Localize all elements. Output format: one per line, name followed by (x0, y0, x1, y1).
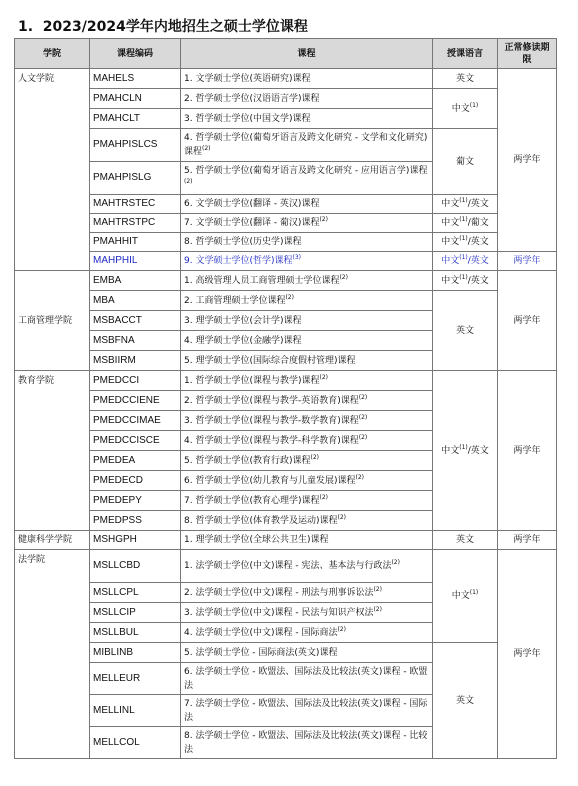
program-course: 3. 哲学硕士学位(中国文学)课程 (181, 109, 433, 129)
program-code: MELLINL (90, 695, 181, 727)
program-code: MELLCOL (90, 727, 181, 759)
program-course: 1. 理学硕士学位(全球公共卫生)课程 (181, 531, 433, 550)
duration-two-years: 两学年 (498, 371, 557, 531)
program-code: PMAHCLT (90, 109, 181, 129)
lang-chinese-english: 中文$^{(1)}$/英文 (433, 233, 498, 252)
lang-chinese: 中文$^{(1)}$ (433, 89, 498, 129)
lang-chinese-english: 中文$^{(1)}$/英文 (433, 271, 498, 291)
table-row (15, 643, 557, 663)
duration-two-years: 两学年 (498, 550, 557, 759)
table-header-row (15, 39, 557, 69)
program-code: MELLEUR (90, 663, 181, 695)
faculty-fed: 教育学院 (15, 371, 90, 531)
lang-chinese-english: 中文$^{(1)}$/英文 (433, 371, 498, 531)
header-duration: 正常修读期限 (498, 39, 557, 69)
program-code: PMAHPISLCS (90, 129, 181, 162)
faculty-fll: 法学院 (15, 550, 90, 759)
table-row (15, 233, 557, 252)
program-course: 1. 文学硕士学位(英语研究)课程 (181, 69, 433, 89)
duration-two-years: 两学年 (498, 252, 557, 271)
program-course: 6. 法学硕士学位 - 欧盟法、国际法及比较法(英文)课程 - 欧盟法 (181, 663, 433, 695)
header-faculty: 学院 (15, 39, 90, 69)
program-course: 5. 理学硕士学位(国际综合度假村管理)课程 (181, 351, 433, 371)
table-row (15, 550, 557, 583)
program-code: MAHTRSTEC (90, 195, 181, 214)
program-code: PMEDEPY (90, 491, 181, 511)
duration-two-years: 两学年 (498, 271, 557, 371)
program-course: 4. 哲学硕士学位(葡萄牙语言及跨文化研究 - 文学和文化研究)课程$^{(2)}$ (181, 129, 433, 162)
program-code: PMAHCLN (90, 89, 181, 109)
program-code: MIBLINB (90, 643, 181, 663)
table-row-highlighted (15, 252, 557, 271)
faculty-fhs: 健康科学学院 (15, 531, 90, 550)
program-course: 3. 法学硕士学位(中文)课程 - 民法与知识产权法$^{(2)}$ (181, 603, 433, 623)
program-code: MSLLCPL (90, 583, 181, 603)
program-course: 9. 文学硕士学位(哲学)课程$^{(3)}$ (181, 252, 433, 271)
program-code: PMAHPISLG (90, 162, 181, 195)
table-row (15, 214, 557, 233)
lang-chinese: 中文$^{(1)}$ (433, 550, 498, 643)
program-course: 4. 法学硕士学位(中文)课程 - 国际商法$^{(2)}$ (181, 623, 433, 643)
lang-english: 英文 (433, 531, 498, 550)
program-code: PMEDEA (90, 451, 181, 471)
program-course: 7. 文学硕士学位(翻译 - 葡汉)课程$^{(2)}$ (181, 214, 433, 233)
lang-chinese-portuguese: 中文$^{(1)}$/葡文 (433, 214, 498, 233)
program-code: MSLLCBD (90, 550, 181, 583)
table-row (15, 129, 557, 162)
program-course: 6. 文学硕士学位(翻译 - 英汉)课程 (181, 195, 433, 214)
program-code: PMEDECD (90, 471, 181, 491)
program-course: 6. 哲学硕士学位(幼儿教育与儿童发展)课程$^{(2)}$ (181, 471, 433, 491)
table-row (15, 195, 557, 214)
program-code: MSBIIRM (90, 351, 181, 371)
duration-two-years: 两学年 (498, 531, 557, 550)
duration-two-years: 两学年 (498, 69, 557, 252)
program-code: MSHGPH (90, 531, 181, 550)
program-course: 5. 哲学硕士学位(葡萄牙语言及跨文化研究 - 应用语言学)课程$^{(2)}$ (181, 162, 433, 195)
faculty-fba: 工商管理学院 (15, 271, 90, 371)
table-row (15, 89, 557, 109)
header-lang: 授课语言 (433, 39, 498, 69)
program-course: 3. 理学硕士学位(会计学)课程 (181, 311, 433, 331)
program-course: 5. 法学硕士学位 - 国际商法(英文)课程 (181, 643, 433, 663)
program-code: PMEDCCI (90, 371, 181, 391)
faculty-fah: 人文学院 (15, 69, 90, 271)
program-code: EMBA (90, 271, 181, 291)
program-course: 2. 哲学硕士学位(课程与教学-英语教育)课程$^{(2)}$ (181, 391, 433, 411)
lang-chinese-english: 中文$^{(1)}$/英文 (433, 252, 498, 271)
program-code: MAHTRSTPC (90, 214, 181, 233)
program-course: 2. 法学硕士学位(中文)课程 - 刑法与刑事诉讼法$^{(2)}$ (181, 583, 433, 603)
program-course: 8. 法学硕士学位 - 欧盟法、国际法及比较法(英文)课程 - 比较法 (181, 727, 433, 759)
program-code: PMEDCCIMAE (90, 411, 181, 431)
lang-english: 英文 (433, 69, 498, 89)
program-code: MSLLCIP (90, 603, 181, 623)
program-course: 3. 哲学硕士学位(课程与教学-数学教育)课程$^{(2)}$ (181, 411, 433, 431)
program-course: 7. 法学硕士学位 - 欧盟法、国际法及比较法(英文)课程 - 国际法 (181, 695, 433, 727)
lang-chinese-english: 中文$^{(1)}$/英文 (433, 195, 498, 214)
program-code: PMEDPSS (90, 511, 181, 531)
lang-english: 英文 (433, 291, 498, 371)
programs-table (14, 38, 557, 759)
program-course: 8. 哲学硕士学位(历史学)课程 (181, 233, 433, 252)
program-code: MAHPHIL (90, 252, 181, 271)
program-code: PMEDCCISCE (90, 431, 181, 451)
program-course: 7. 哲学硕士学位(教育心理学)课程$^{(2)}$ (181, 491, 433, 511)
table-row (15, 531, 557, 550)
header-course: 课程 (181, 39, 433, 69)
lang-english: 英文 (433, 643, 498, 759)
program-code: MSBFNA (90, 331, 181, 351)
table-row (15, 371, 557, 391)
program-course: 1. 高级管理人员工商管理硕士学位课程$^{(2)}$ (181, 271, 433, 291)
program-course: 2. 工商管理硕士学位课程$^{(2)}$ (181, 291, 433, 311)
table-row (15, 69, 557, 89)
table-row (15, 271, 557, 291)
table-row (15, 291, 557, 311)
lang-portuguese: 葡文 (433, 129, 498, 195)
program-course: 1. 法学硕士学位(中文)课程 - 宪法、基本法与行政法$^{(2)}$ (181, 550, 433, 583)
program-code: PMEDCCIENE (90, 391, 181, 411)
program-code: PMAHHIT (90, 233, 181, 252)
program-code: MBA (90, 291, 181, 311)
program-course: 2. 哲学硕士学位(汉语语言学)课程 (181, 89, 433, 109)
page-title: 1. 2023/2024学年内地招生之硕士学位课程 (18, 19, 308, 35)
program-course: 4. 哲学硕士学位(课程与教学-科学教育)课程$^{(2)}$ (181, 431, 433, 451)
program-course: 1. 哲学硕士学位(课程与教学)课程$^{(2)}$ (181, 371, 433, 391)
program-code: MAHELS (90, 69, 181, 89)
program-course: 4. 理学硕士学位(金融学)课程 (181, 331, 433, 351)
program-course: 5. 哲学硕士学位(教育行政)课程$^{(2)}$ (181, 451, 433, 471)
program-code: MSLLBUL (90, 623, 181, 643)
header-code: 课程编码 (90, 39, 181, 69)
program-code: MSBACCT (90, 311, 181, 331)
program-course: 8. 哲学硕士学位(体育教学及运动)课程$^{(2)}$ (181, 511, 433, 531)
